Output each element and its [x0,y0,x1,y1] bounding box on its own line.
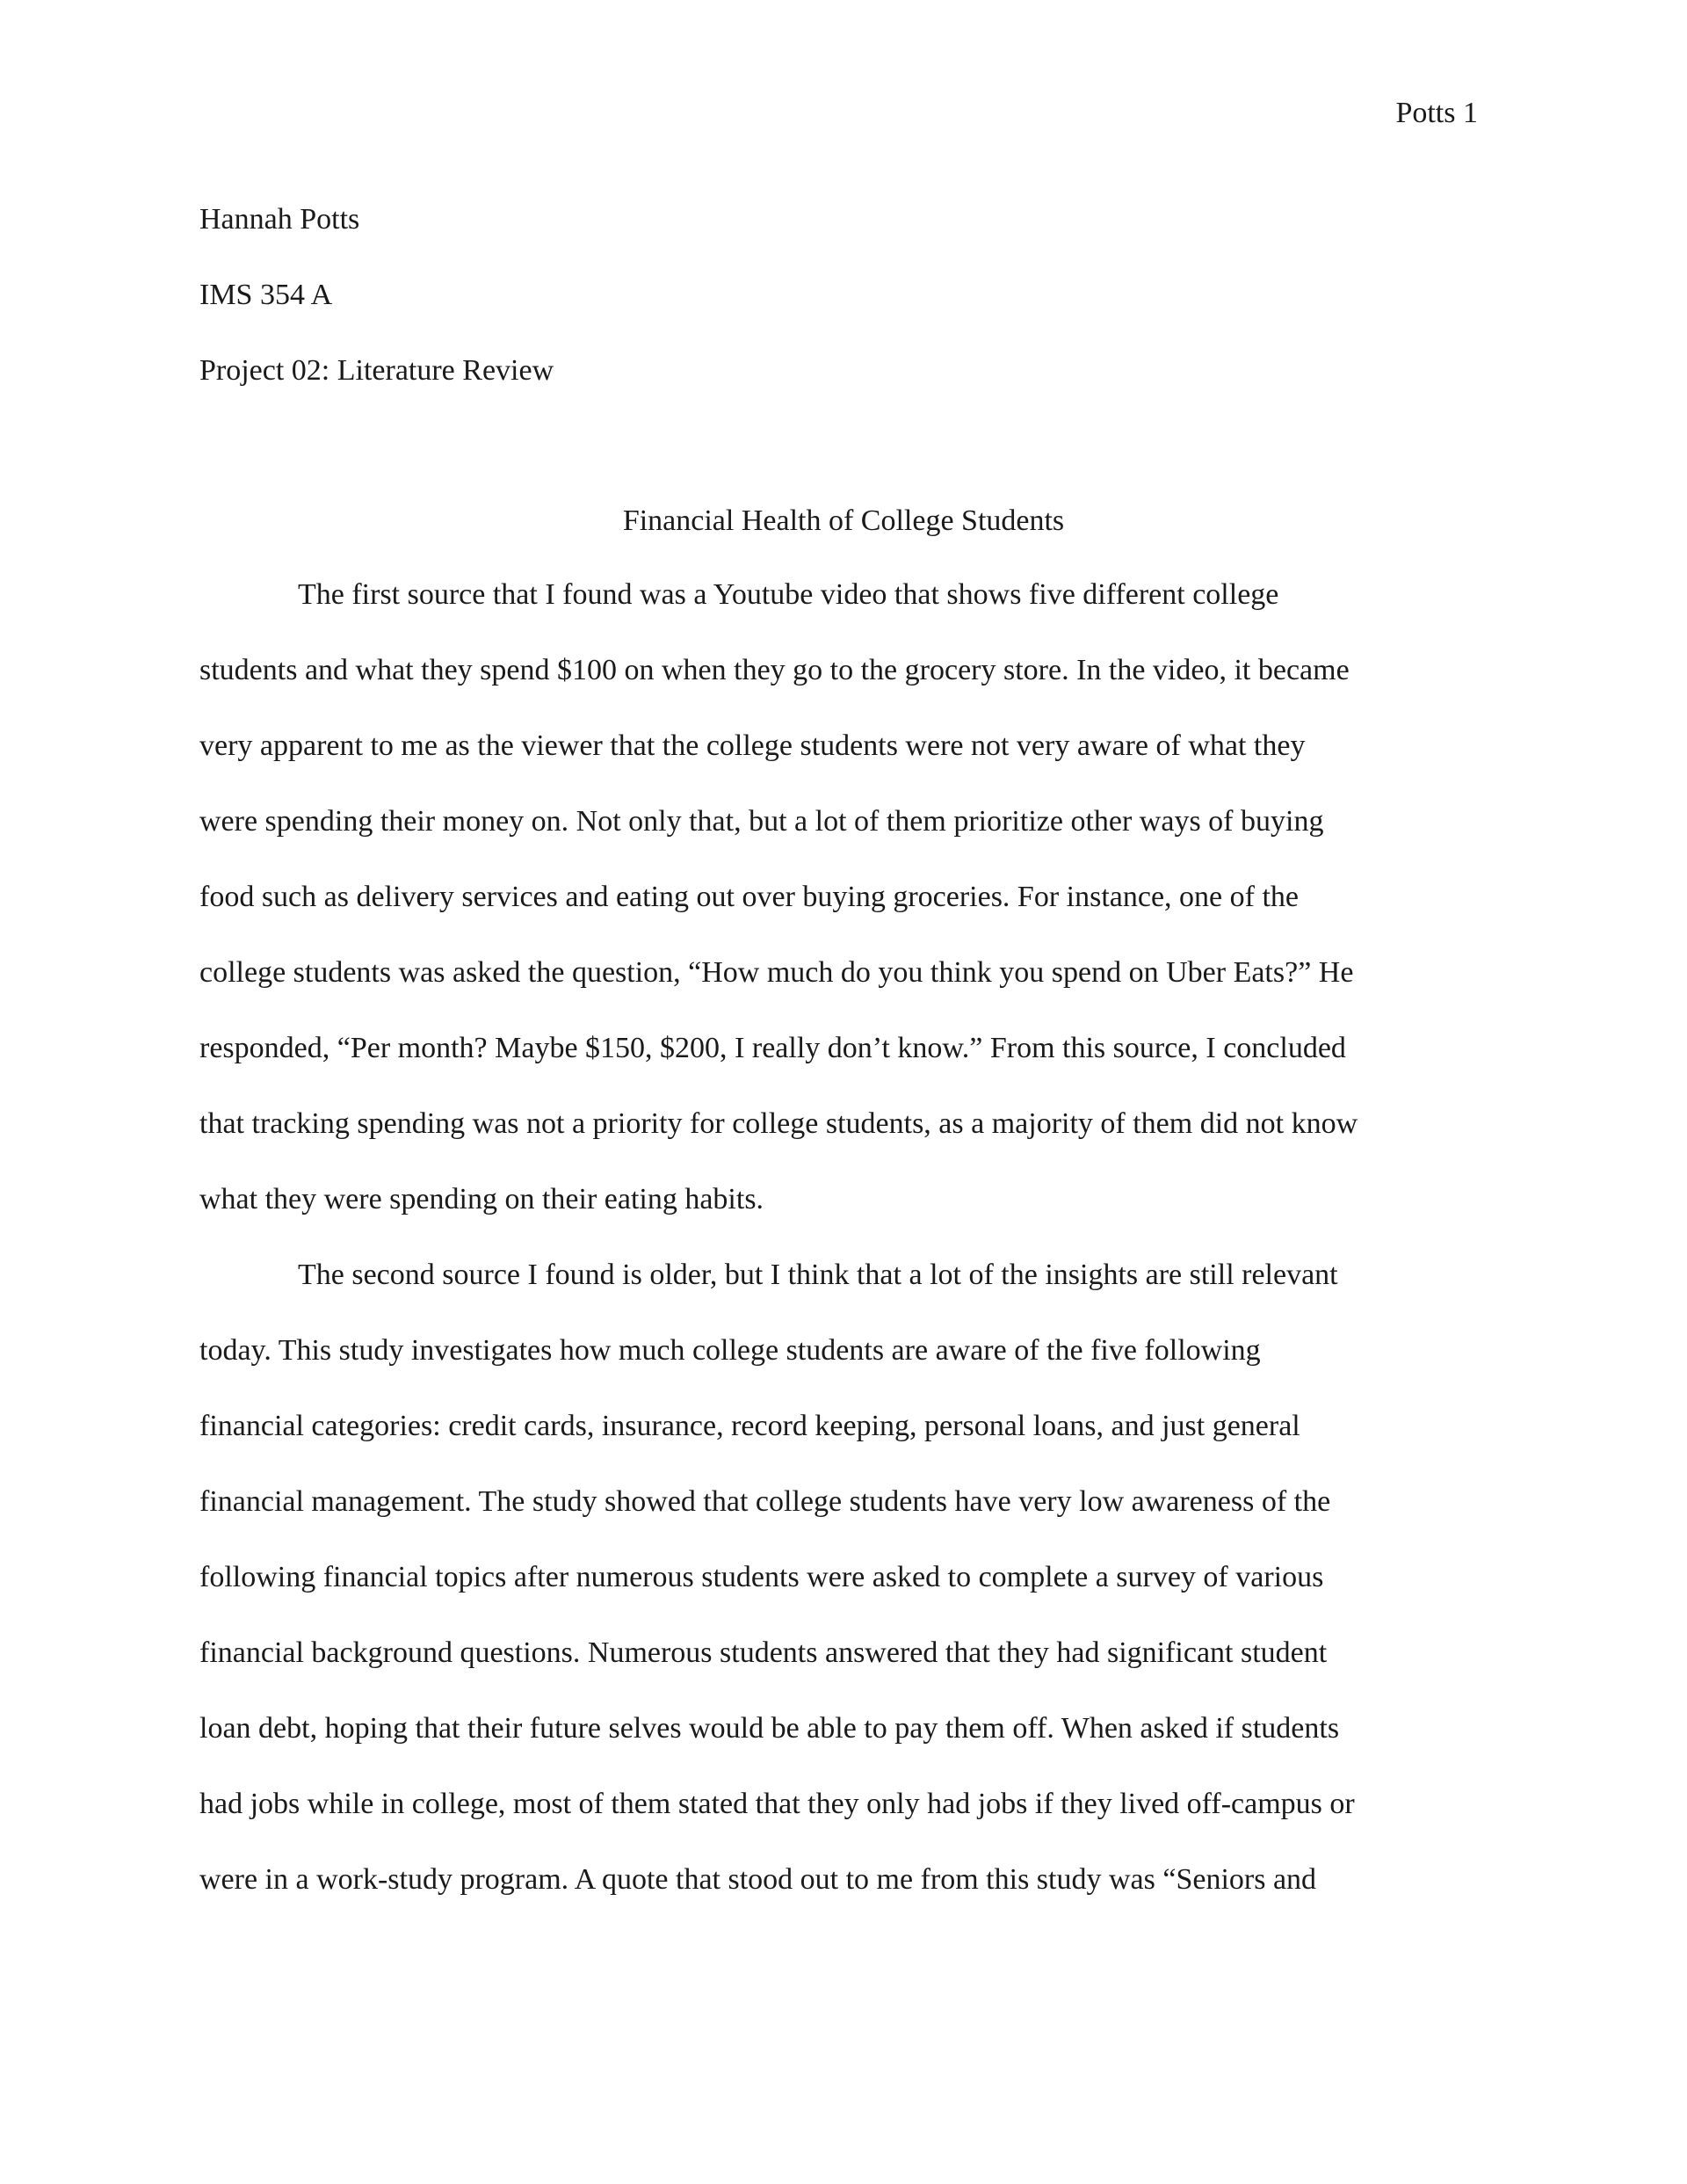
page-number-header: Potts 1 [1395,97,1478,129]
body-line: college students was asked the question, “How much do you think you spend on Uber Eats?” He [199,956,1354,989]
course-name: IMS 354 A [199,279,333,311]
document-title: Financial Health of College Students [622,504,1065,537]
body-line: were spending their money on. Not only that, but a lot of them prioritize other ways of buying [199,805,1324,838]
body-line: what they were spending on their eating habits. [199,1183,764,1215]
body-line: following financial topics after numerous students were asked to complete a survey of various [199,1561,1324,1593]
body-line: financial background questions. Numerous students answered that they had significant student [199,1636,1328,1669]
body-line: loan debt, hoping that their future selves would be able to pay them off. When asked if students [199,1712,1340,1745]
body-line: students and what they spend $100 on when they go to the grocery store. In the video, it became [199,654,1350,686]
body-line: food such as delivery services and eating out over buying groceries. For instance, one of the [199,881,1300,913]
body-line: financial management. The study showed that college students have very low awareness of the [199,1485,1331,1518]
body-line: that tracking spending was not a priority for college students, as a majority of them did not know [199,1107,1358,1140]
body-line: had jobs while in college, most of them stated that they only had jobs if they lived off-campus or [199,1788,1355,1820]
body-text [199,580,1491,1941]
body-line: financial categories: credit cards, insurance, record keeping, personal loans, and just general [199,1410,1300,1442]
author-name: Hannah Potts [199,203,360,236]
body-line: The second source I found is older, but I think that a lot of the insights are still relevant [298,1259,1338,1291]
body-line: today. This study investigates how much college students are aware of the five following [199,1334,1261,1367]
body-line: very apparent to me as the viewer that the college students were not very aware of what they [199,729,1306,762]
assignment-name: Project 02: Literature Review [199,354,554,387]
body-line: The first source that I found was a Youtube video that shows five different college [298,578,1279,611]
body-line: were in a work-study program. A quote that stood out to me from this study was “Seniors and [199,1863,1317,1896]
body-line: responded, “Per month? Maybe $150, $200, I really don’t know.” From this source, I concluded [199,1032,1346,1064]
